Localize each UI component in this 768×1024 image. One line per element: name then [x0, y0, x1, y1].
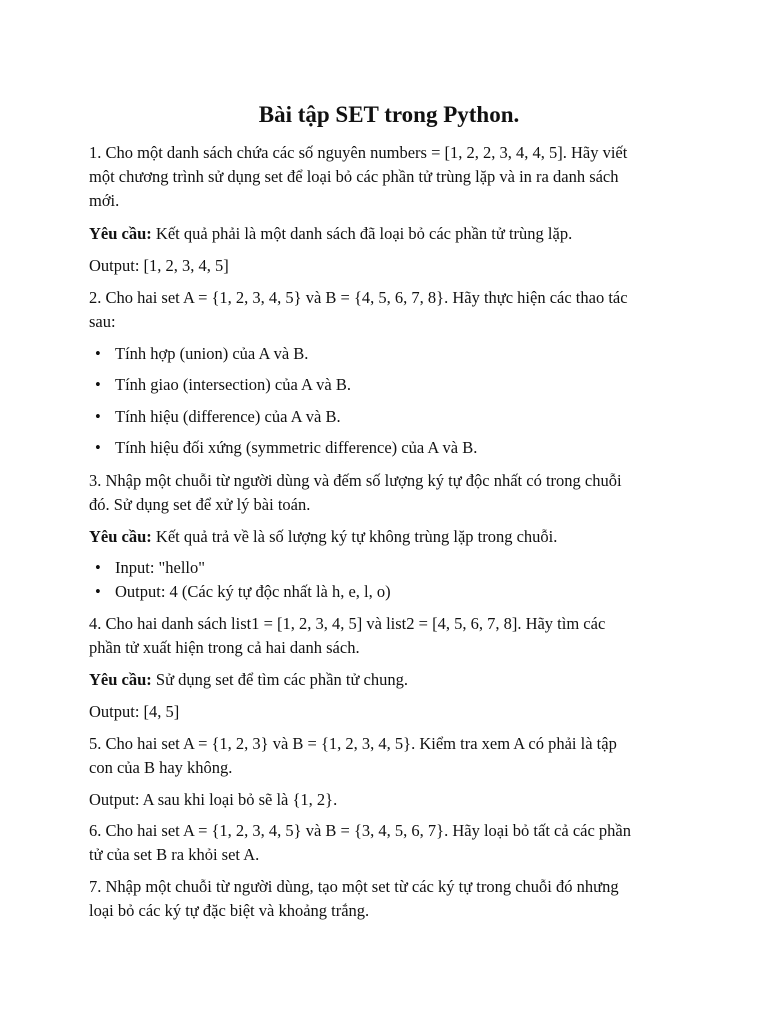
bullet-icon: •: [95, 344, 101, 363]
q1-requirement-label: Yêu cầu:: [89, 224, 152, 243]
bullet-icon: •: [95, 558, 101, 577]
q1-line-3: mới.: [89, 191, 120, 210]
q3-bullet-item: [95, 580, 675, 604]
bullet-icon: •: [95, 582, 101, 601]
q7-line-2: loại bỏ các ký tự đặc biệt và khoảng trắng.: [89, 901, 370, 920]
q5-output: Output: A sau khi loại bỏ sẽ là {1, 2}.: [89, 790, 338, 809]
q1-output: Output: [1, 2, 3, 4, 5]: [89, 256, 229, 275]
q6-line-2: tử của set B ra khỏi set A.: [89, 845, 260, 864]
q6-line-1: 6. Cho hai set A = {1, 2, 3, 4, 5} và B = {3, 4, 5, 6, 7}. Hãy loại bỏ tất cả các phần: [89, 821, 631, 840]
q2-bullet-text: Tính hiệu đối xứng (symmetric difference) của A và B.: [115, 438, 478, 457]
document-title: Bài tập SET trong Python.: [258, 102, 520, 127]
q7-line-1: 7. Nhập một chuỗi từ người dùng, tạo một set từ các ký tự trong chuỗi đó nhưng: [89, 877, 619, 896]
q2-bullet-item: [95, 373, 675, 397]
q5-line-1: 5. Cho hai set A = {1, 2, 3} và B = {1, 2, 3, 4, 5}. Kiểm tra xem A có phải là tập: [89, 734, 617, 753]
q1-requirement-text: Kết quả phải là một danh sách đã loại bỏ các phần tử trùng lặp.: [151, 224, 573, 243]
q3-requirement: [89, 525, 689, 549]
q4-requirement-text: Sử dụng set để tìm các phần tử chung.: [151, 670, 408, 689]
q3-line-1: 3. Nhập một chuỗi từ người dùng và đếm số lượng ký tự độc nhất có trong chuỗi: [89, 471, 622, 490]
q4-requirement: [89, 668, 689, 692]
q3-bullet-item: [95, 556, 675, 580]
q2-bullet-text: Tính hợp (union) của A và B.: [115, 344, 309, 363]
q2-bullet-item: [95, 342, 675, 366]
q3-bullet-text: Output: 4 (Các ký tự độc nhất là h, e, l, o): [115, 582, 391, 601]
q1-requirement: [89, 222, 689, 246]
q4-output: Output: [4, 5]: [89, 702, 180, 721]
q4-line-1: 4. Cho hai danh sách list1 = [1, 2, 3, 4, 5] và list2 = [4, 5, 6, 7, 8]. Hãy tìm các: [89, 614, 606, 633]
q3-requirement-text: Kết quả trả về là số lượng ký tự không trùng lặp trong chuỗi.: [151, 527, 558, 546]
q2-bullet-item: [95, 436, 675, 460]
q3-line-2: đó. Sử dụng set để xử lý bài toán.: [89, 495, 311, 514]
bullet-icon: •: [95, 407, 101, 426]
q2-bullet-text: Tính hiệu (difference) của A và B.: [115, 407, 341, 426]
q2-bullet-item: [95, 405, 675, 429]
q2-line-2: sau:: [89, 312, 116, 331]
q2-bullet-text: Tính giao (intersection) của A và B.: [115, 375, 351, 394]
q3-bullet-text: Input: "hello": [115, 558, 206, 577]
q3-requirement-label: Yêu cầu:: [89, 527, 152, 546]
bullet-icon: •: [95, 438, 101, 457]
q1-line-2: một chương trình sử dụng set để loại bỏ các phần tử trùng lặp và in ra danh sách: [89, 167, 619, 186]
q2-line-1: 2. Cho hai set A = {1, 2, 3, 4, 5} và B = {4, 5, 6, 7, 8}. Hãy thực hiện các thao tác: [89, 288, 628, 307]
q1-line-1: 1. Cho một danh sách chứa các số nguyên numbers = [1, 2, 2, 3, 4, 4, 5]. Hãy viết: [89, 143, 628, 162]
q4-requirement-label: Yêu cầu:: [89, 670, 152, 689]
bullet-icon: •: [95, 375, 101, 394]
q5-line-2: con của B hay không.: [89, 758, 233, 777]
q4-line-2: phần tử xuất hiện trong cả hai danh sách.: [89, 638, 360, 657]
